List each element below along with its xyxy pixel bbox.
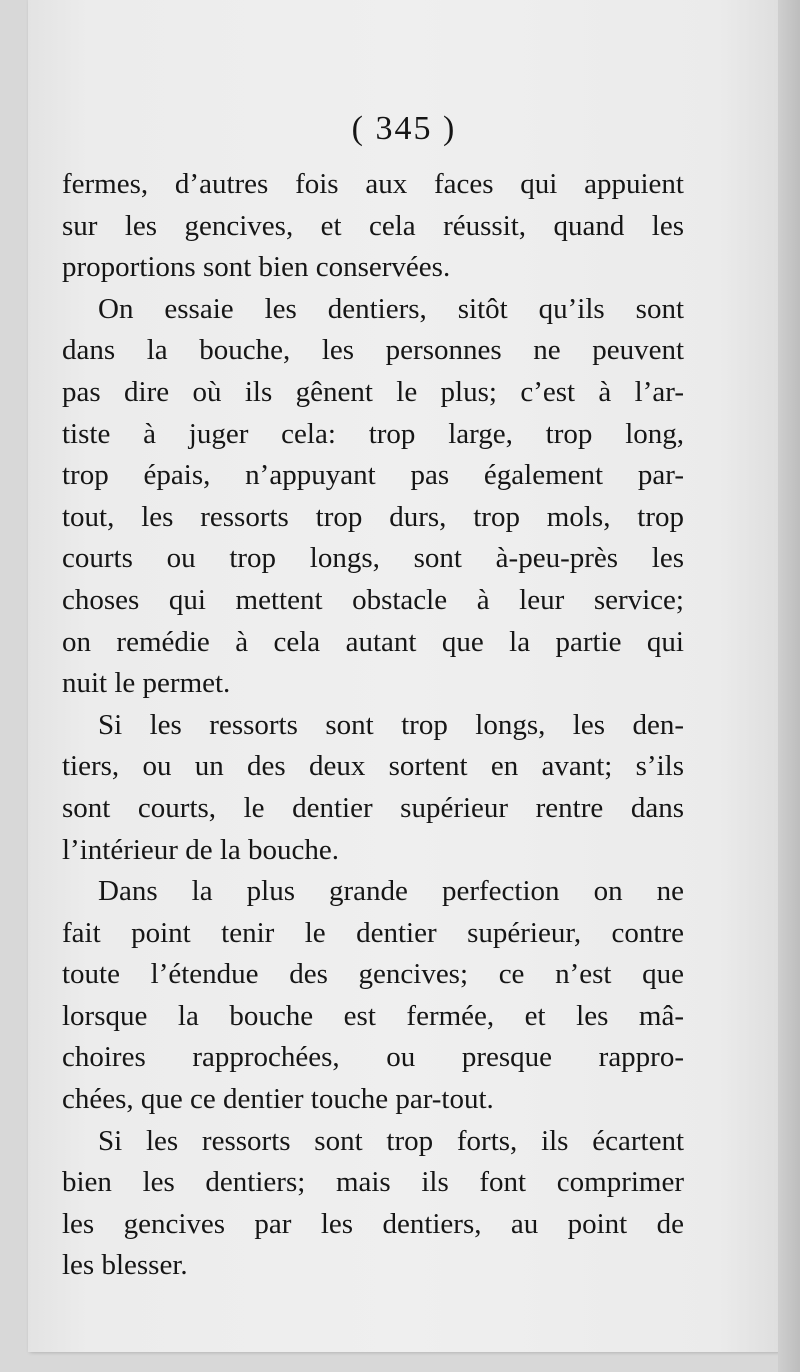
body-text xyxy=(62,164,684,1287)
text-line: dans la bouche, les personnes ne peuvent xyxy=(62,334,684,367)
paragraph xyxy=(62,289,684,705)
text-line: On essaie les dentiers, sitôt qu’ils sont xyxy=(98,292,684,325)
paragraph xyxy=(62,164,684,289)
paragraph xyxy=(62,1121,684,1287)
text-line: fermes, d’autres fois aux faces qui appuient xyxy=(62,168,684,200)
text-line: bien les dentiers; mais ils font comprimer xyxy=(62,1166,684,1199)
page-number: ( 345 ) xyxy=(351,110,457,147)
text-line: l’intérieur de la bouche. xyxy=(62,833,339,866)
text-line: trop épais, n’appuyant pas également par- xyxy=(62,459,684,492)
text-line: pas dire où ils gênent le plus; c’est à l’ar- xyxy=(62,375,684,408)
text-line: sont courts, le dentier supérieur rentre dans xyxy=(62,791,684,824)
text-line: tout, les ressorts trop durs, trop mols, trop xyxy=(62,500,684,533)
text-line: toute l’étendue des gencives; ce n’est que xyxy=(62,958,684,991)
text-line: fait point tenir le dentier supérieur, contre xyxy=(62,916,684,949)
text-line: Si les ressorts sont trop forts, ils écartent xyxy=(98,1124,684,1157)
text-line: choses qui mettent obstacle à leur service; xyxy=(62,583,684,616)
text-line: on remédie à cela autant que la partie qui xyxy=(62,625,684,658)
text-line: Dans la plus grande perfection on ne xyxy=(98,875,684,908)
paragraph xyxy=(62,871,684,1121)
text-line: choires rapprochées, ou presque rappro- xyxy=(62,1041,684,1074)
text-line: chées, que ce dentier touche par-tout. xyxy=(62,1083,494,1116)
paragraph xyxy=(62,705,684,871)
text-line: proportions sont bien conservées. xyxy=(62,251,451,284)
text-line: lorsque la bouche est fermée, et les mâ- xyxy=(62,999,684,1032)
page-edge xyxy=(778,0,800,1372)
text-line: courts ou trop longs, sont à-peu-près les xyxy=(62,542,684,575)
text-line: Si les ressorts sont trop longs, les den- xyxy=(98,708,684,741)
text-line: sur les gencives, et cela réussit, quand les xyxy=(62,209,684,242)
text-line: tiers, ou un des deux sortent en avant; s’ils xyxy=(62,750,684,783)
text-line: les blesser. xyxy=(62,1249,188,1282)
text-line: nuit le permet. xyxy=(62,667,231,700)
book-page xyxy=(28,0,780,1352)
text-line: les gencives par les dentiers, au point de xyxy=(62,1207,684,1240)
text-line: tiste à juger cela: trop large, trop long, xyxy=(62,417,684,450)
